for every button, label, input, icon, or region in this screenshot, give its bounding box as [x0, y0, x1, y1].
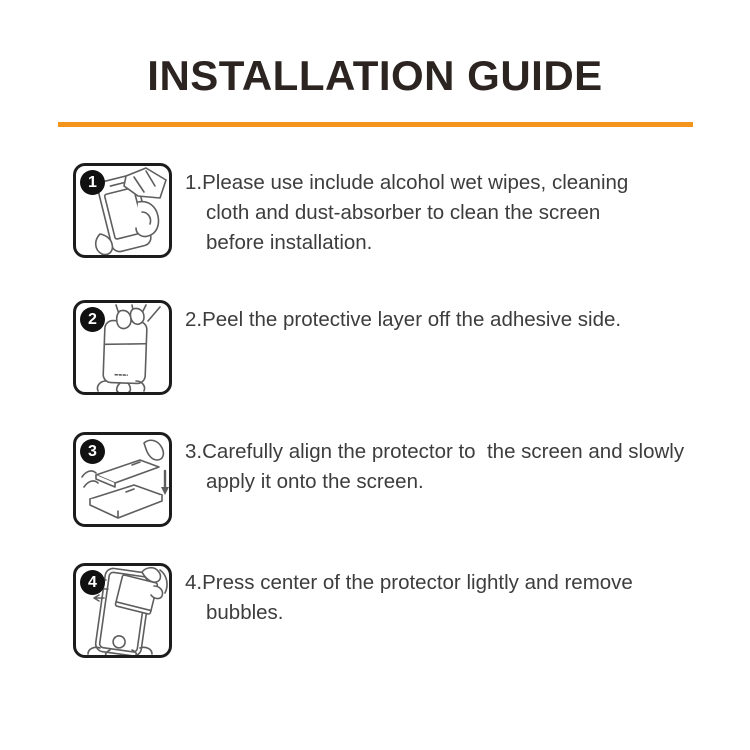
step-2-line-1: Peel the protective layer off the adhesive side. [202, 308, 622, 331]
step-2-number: 2. [185, 308, 203, 331]
step-3-number: 3. [185, 440, 203, 463]
step-1-text [185, 168, 700, 258]
step-1-illustration [73, 163, 172, 258]
step-1-line-2: cloth and dust-absorber to clean the screen [206, 201, 601, 224]
page-title: INSTALLATION GUIDE [147, 52, 603, 99]
step-1-line-3: before installation. [206, 231, 373, 254]
step-4-text [185, 568, 700, 628]
orange-divider [58, 122, 693, 127]
step-3-line-2: apply it onto the screen. [206, 470, 424, 493]
step-3-illustration [73, 432, 172, 527]
step-4-illustration [73, 563, 172, 658]
step-2-illustration [73, 300, 172, 395]
step-2-badge: 2 [80, 307, 105, 332]
step-3-line-1: Carefully align the protector to the screen and slowly [202, 440, 685, 463]
step-4-badge: 4 [80, 570, 105, 595]
step-1-number: 1. [185, 171, 203, 194]
step-4-line-2: bubbles. [206, 601, 284, 624]
step-3-text [185, 437, 700, 497]
step-1-badge: 1 [80, 170, 105, 195]
step-3-badge: 3 [80, 439, 105, 464]
step-2-text [185, 305, 700, 335]
step-1-line-1: Please use include alcohol wet wipes, cleaning [202, 171, 629, 194]
step-4-number: 4. [185, 571, 203, 594]
step-4-line-1: Press center of the protector lightly and remove [202, 571, 633, 594]
